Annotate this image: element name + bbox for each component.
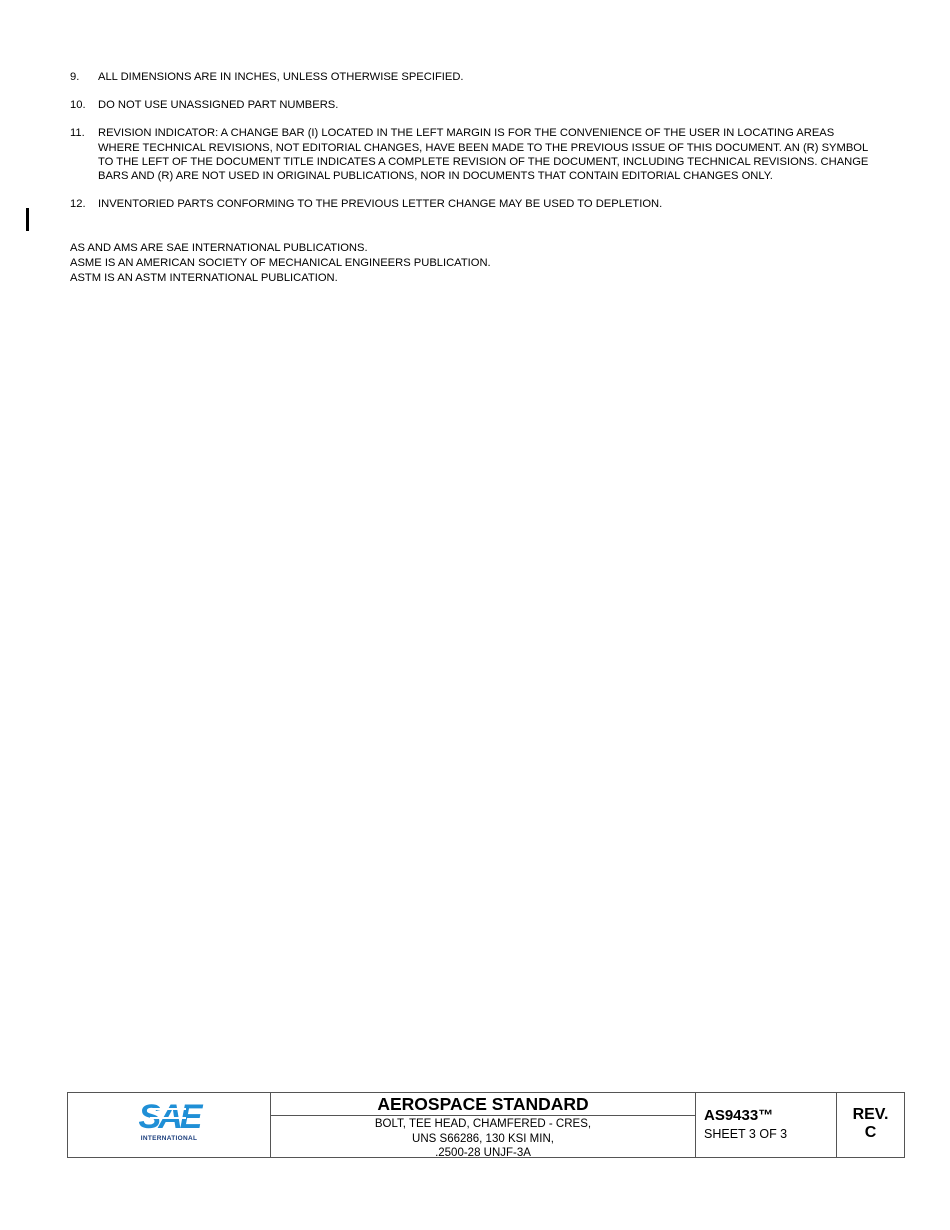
- general-notes: [70, 70, 870, 225]
- note-number: 12.: [70, 198, 86, 211]
- revision-change-bar: [26, 208, 29, 231]
- title-cell: [271, 1093, 696, 1157]
- publication-line: ASTM IS AN ASTM INTERNATIONAL PUBLICATION.: [70, 272, 338, 284]
- part-description: [271, 1116, 695, 1161]
- sheet-number: SHEET 3 OF 3: [704, 1127, 788, 1141]
- description-line: .2500-28 UNJF-3A: [435, 1147, 531, 1159]
- note-10: [70, 98, 870, 112]
- title-block: [67, 1092, 905, 1158]
- note-text: DO NOT USE UNASSIGNED PART NUMBERS.: [98, 99, 339, 112]
- note-text: REVISION INDICATOR: A CHANGE BAR (I) LOCATED IN THE LEFT MARGIN IS FOR THE CONVENIENCE OF THE USER IN LOCATING AREAS WHERE TECHNICAL REVISIONS, NOT EDITORIAL CHANGES, HAVE BEEN MADE TO THE PREVIOUS ISSUE OF THIS DOCUMENT. AN (R) SYMBOL TO THE LEFT OF THE DOCUMENT TITLE INDICATES A COMPLETE REVISION OF THE DOCUMENT, INCLUDING TECHNICAL REVISIONS. CHANGE BARS AND (R) ARE NOT USED IN ORIGINAL PUBLICATIONS, NOR IN DOCUMENTS THAT CONTAIN EDITORIAL CHANGES ONLY.: [98, 127, 869, 183]
- note-number: 11.: [70, 127, 85, 140]
- note-text: INVENTORIED PARTS CONFORMING TO THE PREVIOUS LETTER CHANGE MAY BE USED TO DEPLETION.: [98, 198, 663, 211]
- sae-logo-icon: [68, 1093, 270, 1157]
- publications-list: [70, 241, 491, 286]
- revision-value: C: [864, 1124, 877, 1141]
- note-11: [70, 126, 870, 183]
- document-number: AS9433™: [704, 1107, 774, 1124]
- note-number: 10.: [70, 99, 86, 112]
- sae-logo-subtext: INTERNATIONAL: [140, 1135, 198, 1142]
- revision-label: REV.: [852, 1106, 889, 1123]
- description-line: UNS S66286, 130 KSI MIN,: [412, 1132, 554, 1145]
- sae-logo-cell: [68, 1093, 271, 1157]
- publication-line: AS AND AMS ARE SAE INTERNATIONAL PUBLICATIONS.: [70, 242, 368, 254]
- revision-cell: [837, 1093, 904, 1157]
- standard-heading: AEROSPACE STANDARD: [271, 1093, 695, 1116]
- note-12: [70, 197, 870, 211]
- document-number-cell: [696, 1093, 837, 1157]
- note-9: [70, 70, 870, 84]
- sae-logo-text: SAE: [138, 1098, 200, 1136]
- note-text: ALL DIMENSIONS ARE IN INCHES, UNLESS OTHERWISE SPECIFIED.: [98, 71, 464, 83]
- publication-line: ASME IS AN AMERICAN SOCIETY OF MECHANICAL ENGINEERS PUBLICATION.: [70, 257, 491, 269]
- description-line: BOLT, TEE HEAD, CHAMFERED - CRES,: [374, 1118, 592, 1130]
- note-number: 9.: [70, 71, 80, 83]
